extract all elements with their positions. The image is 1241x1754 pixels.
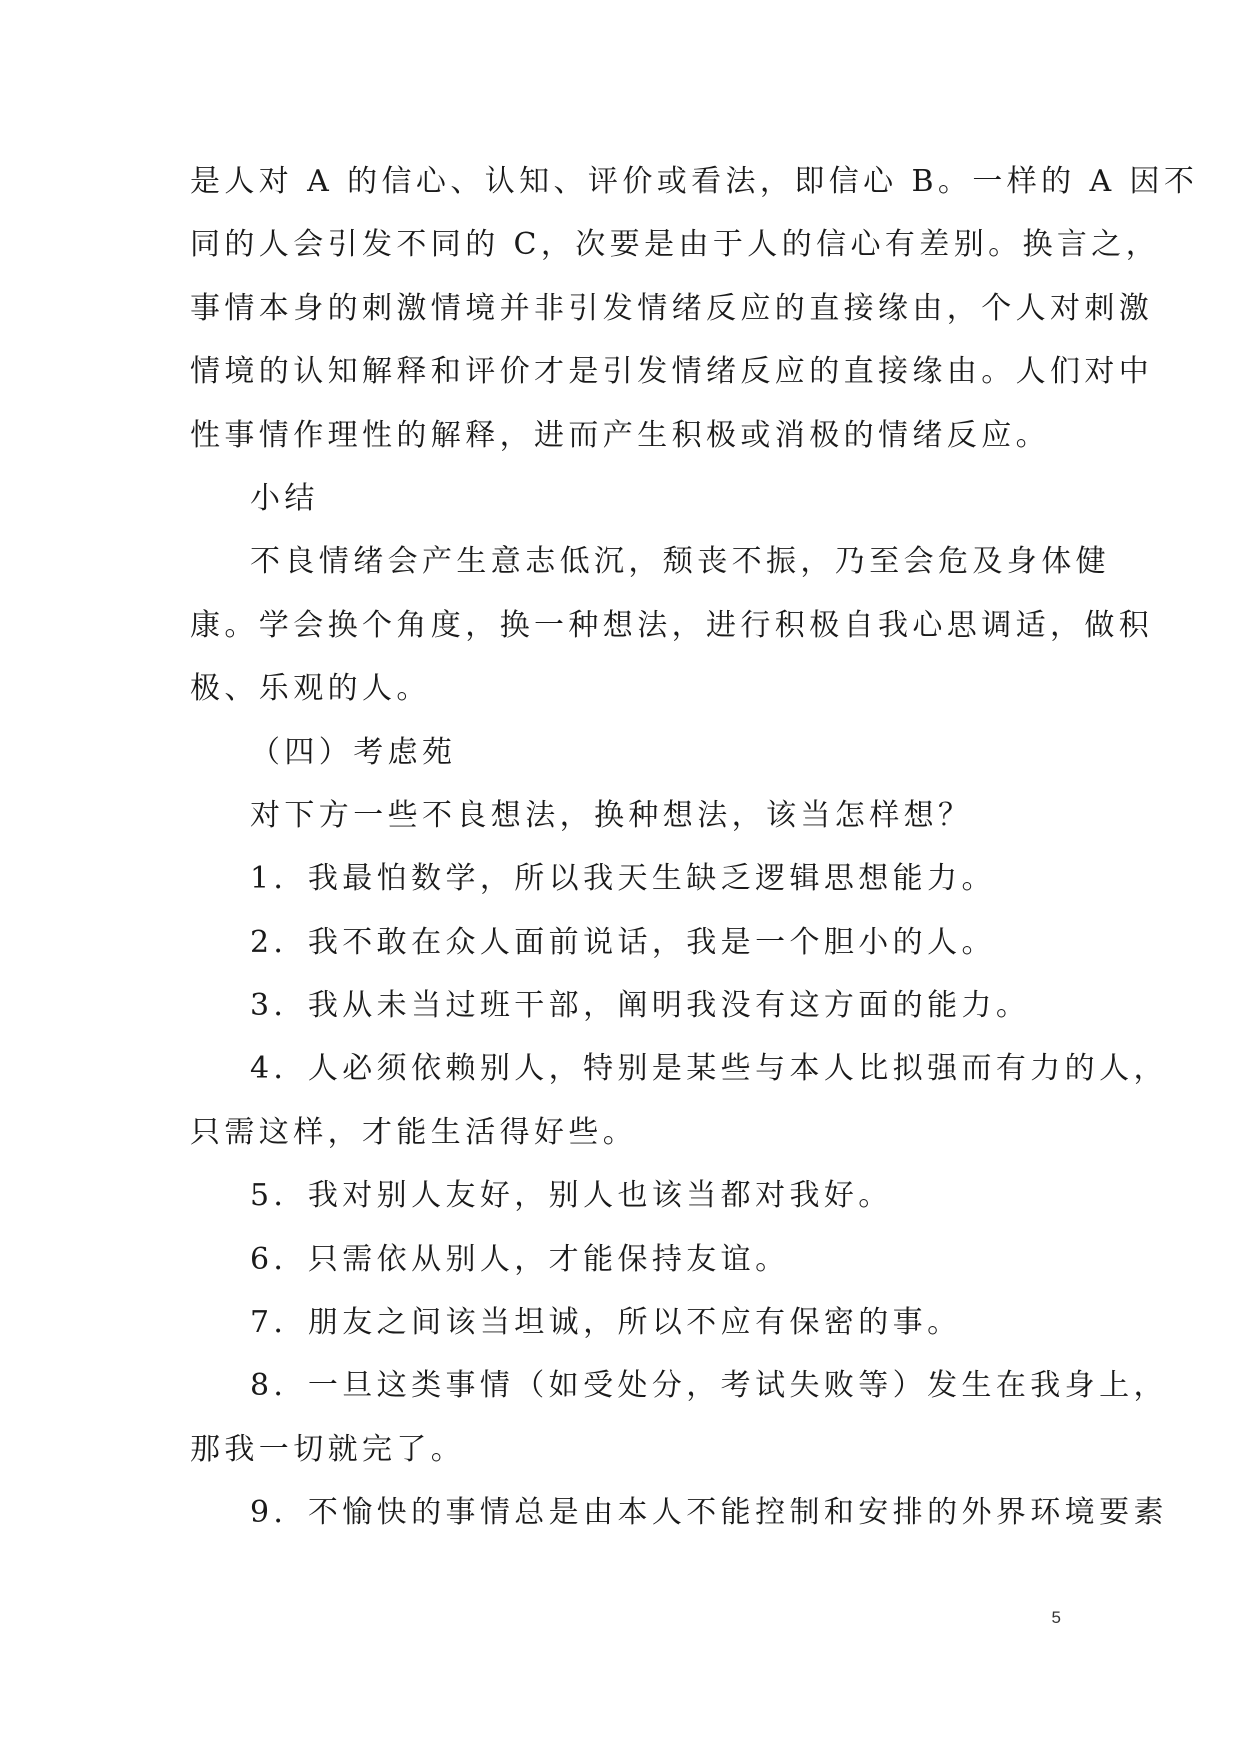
paragraph-line: 情境的认知解释和评价才是引发情绪反应的直接缘由。人们对中 xyxy=(190,354,1154,390)
list-item-continuation: 那我一切就完了。 xyxy=(190,1431,466,1467)
paragraph-line: 极、乐观的人。 xyxy=(190,671,431,707)
list-item: 1．我最怕数学，所以我天生缺乏逻辑思想能力。 xyxy=(250,861,996,897)
paragraph-line: 是人对 A 的信心、认知、评价或看法，即信心 B。一样的 A 因不 xyxy=(190,164,1199,199)
list-item: 5．我对别人友好，别人也该当都对我好。 xyxy=(250,1178,893,1214)
paragraph-line: 事情本身的刺激情境并非引发情绪反应的直接缘由，个人对刺激 xyxy=(190,290,1154,326)
paragraph-line: 性事情作理性的解释，进而产生积极或消极的情绪反应。 xyxy=(190,417,1050,453)
paragraph-line: 不良情绪会产生意志低沉，颓丧不振，乃至会危及身体健 xyxy=(250,544,1110,580)
paragraph-line: 对下方一些不良想法，换种想法，该当怎样想？ xyxy=(250,797,973,833)
paragraph-line: 同的人会引发不同的 C，次要是由于人的信心有差别。换言之， xyxy=(190,227,1161,263)
section-heading-summary: 小结 xyxy=(250,480,319,516)
list-item: 9．不愉快的事情总是由本人不能控制和安排的外界环境要素 xyxy=(250,1495,1168,1531)
list-item: 6．只需依从别人，才能保持友谊。 xyxy=(250,1241,790,1277)
list-item: 7．朋友之间该当坦诚，所以不应有保密的事。 xyxy=(250,1305,962,1341)
section-heading-think: （四）考虑苑 xyxy=(250,734,457,770)
page-number: 5 xyxy=(1051,1608,1061,1627)
list-item: 2．我不敢在众人面前说话，我是一个胆小的人。 xyxy=(250,924,996,960)
paragraph-line: 康。学会换个角度，换一种想法，进行积极自我心思调适，做积 xyxy=(190,607,1154,643)
document-body xyxy=(190,150,1199,1545)
list-item: 4．人必须依赖别人，特别是某些与本人比拟强而有力的人， xyxy=(250,1051,1168,1087)
list-item-continuation: 只需这样，才能生活得好些。 xyxy=(190,1114,638,1150)
list-item: 8．一旦这类事情（如受处分，考试失败等）发生在我身上， xyxy=(250,1368,1168,1404)
list-item: 3．我从未当过班干部，阐明我没有这方面的能力。 xyxy=(250,988,1031,1024)
